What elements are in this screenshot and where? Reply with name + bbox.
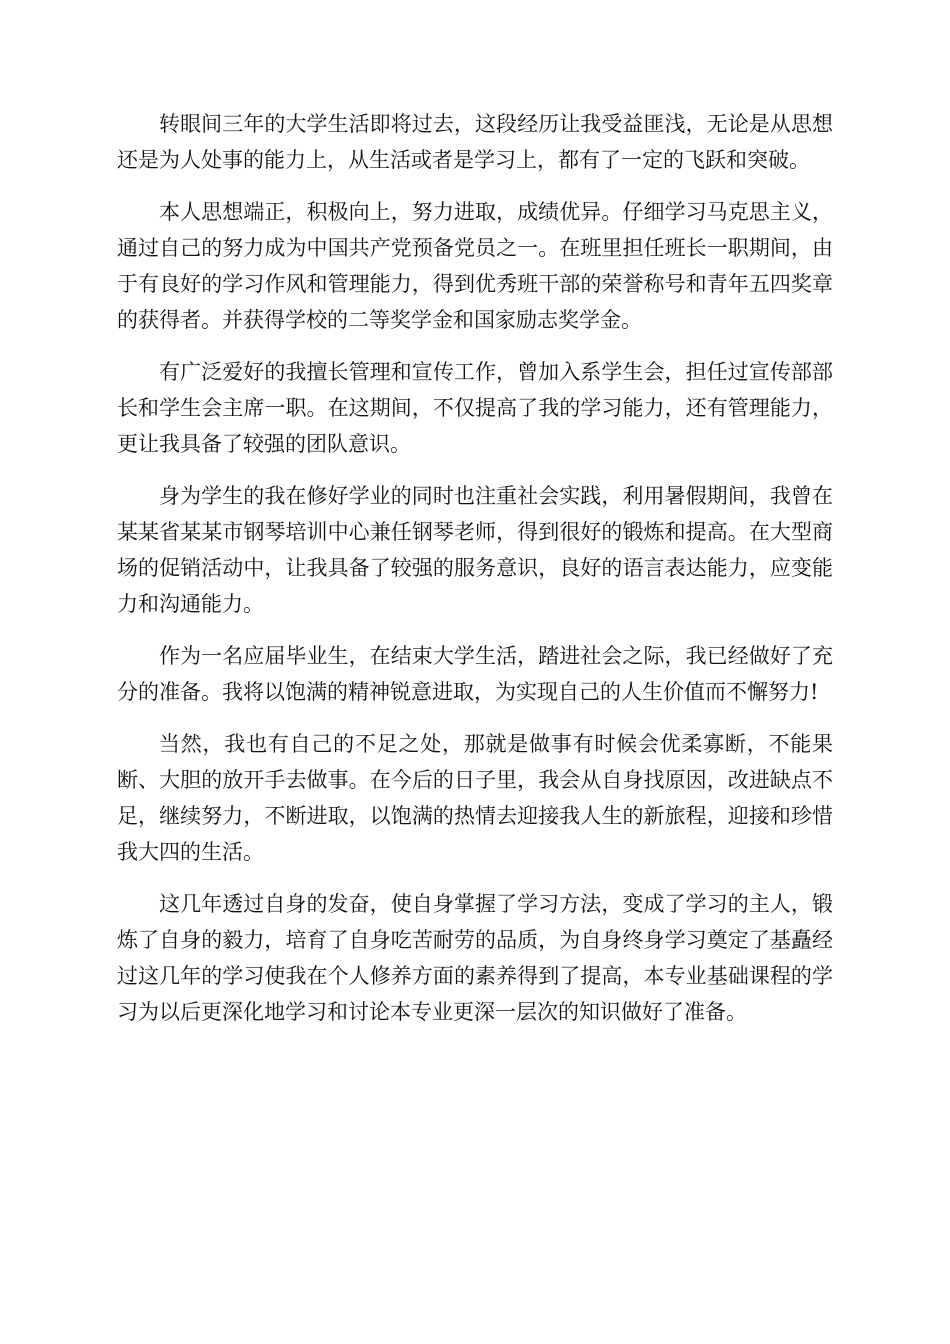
paragraph-1: 转眼间三年的大学生活即将过去，这段经历让我受益匪浅，无论是从思想还是为人处事的能力上，从生活或者是学习上，都有了一定的飞跃和突破。 <box>117 112 833 172</box>
paragraph-3: 有广泛爱好的我擅长管理和宣传工作，曾加入系学生会，担任过宣传部部长和学生会主席一职。在这期间，不仅提高了我的学习能力，还有管理能力，更让我具备了较强的团队意识。 <box>117 360 833 456</box>
paragraph-7: 这几年透过自身的发奋，使自身掌握了学习方法，变成了学习的主人，锻炼了自身的毅力，培育了自身吃苦耐劳的品质，为自身终身学习奠定了基矗经过这几年的学习使我在个人修养方面的素养得到了提高，本专业基础课程的学习为以后更深化地学习和讨论本专业更深一层次的知识做好了准备。 <box>117 892 833 1024</box>
paragraph-4: 身为学生的我在修好学业的同时也注重社会实践，利用暑假期间，我曾在某某省某某市钢琴培训中心兼任钢琴老师，得到很好的锻炼和提高。在大型商场的促销活动中，让我具备了较强的服务意识，良好的语言表达能力，应变能力和沟通能力。 <box>117 484 833 616</box>
paragraph-6: 当然，我也有自己的不足之处，那就是做事有时候会优柔寡断，不能果断、大胆的放开手去做事。在今后的日子里，我会从自身找原因，改进缺点不足，继续努力，不断进取，以饱满的热情去迎接我人生的新旅程，迎接和珍惜我大四的生活。 <box>117 732 833 864</box>
document-body <box>117 106 833 1046</box>
paragraph-2: 本人思想端正，积极向上，努力进取，成绩优异。仔细学习马克思主义，通过自己的努力成为中国共产党预备党员之一。在班里担任班长一职期间，由于有良好的学习作风和管理能力，得到优秀班干部的荣誉称号和青年五四奖章的获得者。并获得学校的二等奖学金和国家励志奖学金。 <box>117 200 833 332</box>
paragraph-5: 作为一名应届毕业生，在结束大学生活，踏进社会之际，我已经做好了充分的准备。我将以饱满的精神锐意进取，为实现自己的人生价值而不懈努力! <box>117 644 833 704</box>
